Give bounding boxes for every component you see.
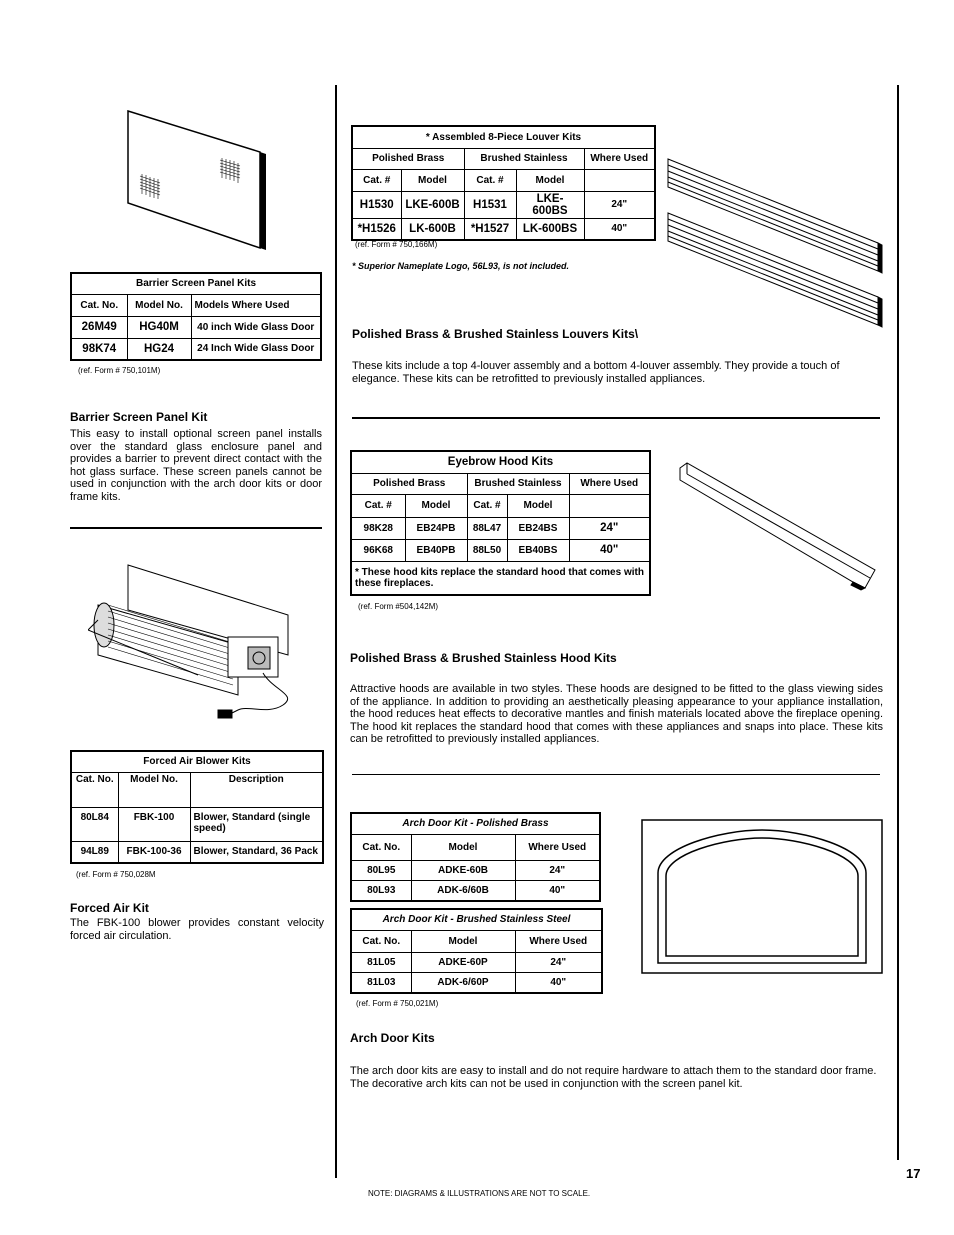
sub-header: Cat. # [351, 494, 405, 517]
cat-no: *H1526 [352, 218, 401, 240]
arch-heading: Arch Door Kits [350, 1031, 435, 1045]
barrier-ref: (ref. Form # 750,101M) [78, 366, 161, 375]
where-used: 24" [569, 517, 650, 539]
model: ADKE-60P [411, 952, 515, 972]
table-row [352, 218, 655, 240]
where-used: 40" [515, 972, 602, 993]
louver-ref: (ref. Form # 750,166M) [355, 240, 438, 249]
where-used: 24" [515, 952, 602, 972]
where-used: 40" [515, 880, 600, 901]
table-row [71, 807, 323, 841]
sub-header: Model [401, 169, 464, 191]
louver-heading: Polished Brass & Brushed Stainless Louvers Kits\ [352, 327, 639, 341]
cat-no: 26M49 [71, 316, 127, 338]
sub-header: Cat. # [464, 169, 516, 191]
where-used: 24" [584, 191, 655, 218]
column-header: Cat. No. [71, 772, 118, 807]
footer-note: NOTE: DIAGRAMS & ILLUSTRATIONS ARE NOT TO SCALE. [368, 1189, 591, 1198]
cat-no: 80L84 [71, 807, 118, 841]
where-used: 40" [569, 539, 650, 561]
barrier-screen-panel-illustration [120, 108, 270, 250]
cat-no: 81L05 [351, 952, 411, 972]
page-number: 17 [906, 1166, 921, 1181]
group-header: Polished Brass [351, 473, 467, 494]
blower-illustration [88, 555, 298, 725]
cat-no: 88L50 [467, 539, 507, 561]
louver-illustration [666, 155, 886, 330]
hood-heading: Polished Brass & Brushed Stainless Hood Kits [350, 651, 617, 665]
table-row [351, 880, 600, 901]
louver-body: These kits include a top 4-louver assembly and a bottom 4-louver assembly. They provide a touch of elegance. These kits can be retrofitted to previously installed appliances. [352, 360, 840, 385]
cat-no: H1530 [352, 191, 401, 218]
group-header: Where Used [569, 473, 650, 494]
model: LK-600BS [516, 218, 584, 240]
table-row [71, 338, 321, 360]
model: EB40BS [507, 539, 569, 561]
table-title: Eyebrow Hood Kits [351, 451, 650, 473]
cat-no: 98K74 [71, 338, 127, 360]
column-header: Where Used [515, 834, 600, 860]
sub-header: Cat. # [352, 169, 401, 191]
table-note: * These hood kits replace the standard hood that comes with these fireplaces. [351, 561, 650, 595]
section-rule-arch [352, 774, 880, 775]
group-header: Polished Brass [352, 148, 464, 169]
cat-no: H1531 [464, 191, 516, 218]
cat-no: *H1527 [464, 218, 516, 240]
cat-no: 88L47 [467, 517, 507, 539]
blower-heading: Forced Air Kit [70, 901, 149, 915]
barrier-body: This easy to install optional screen panel installs over the standard glass enclosure panel and provides a barrier to prevent direct contact with the hot glass surface. These screen panels cannot be used in conjunction with the arch door kits or door frame kits. [70, 428, 322, 503]
arch-body: The arch door kits are easy to install and do not require hardware to attach them to the standard door frame. The decorative arch kits can not be used in conjunction with the screen panel kit. [350, 1065, 877, 1090]
model: ADK-6/60P [411, 972, 515, 993]
where-used: 40" [584, 218, 655, 240]
table-title: Arch Door Kit - Brushed Stainless Steel [351, 909, 602, 930]
table-row [351, 517, 650, 539]
model-no: HG40M [127, 316, 191, 338]
column-header: Model No. [127, 294, 191, 316]
table-title: Barrier Screen Panel Kits [71, 273, 321, 294]
cat-no: 80L93 [351, 880, 411, 901]
sub-header: Model [405, 494, 467, 517]
sub-header: Cat. # [467, 494, 507, 517]
column-header: Models Where Used [191, 294, 321, 316]
hood-kit-table [350, 450, 651, 596]
table-title: Forced Air Blower Kits [71, 751, 323, 772]
louver-note: * Superior Nameplate Logo, 56L93, is not included. [352, 261, 570, 271]
column-header: Cat. No. [71, 294, 127, 316]
column-header: Model [411, 930, 515, 952]
table-row [352, 191, 655, 218]
cat-no: 94L89 [71, 841, 118, 863]
group-header: Brushed Stainless [467, 473, 569, 494]
cat-no: 96K68 [351, 539, 405, 561]
table-row [351, 860, 600, 880]
sub-header: Model [516, 169, 584, 191]
where-used: 24" [515, 860, 600, 880]
model: LKE-600BS [516, 191, 584, 218]
model-no: HG24 [127, 338, 191, 360]
column-divider [335, 85, 337, 1178]
table-row [71, 841, 323, 863]
model: EB24PB [405, 517, 467, 539]
model: EB40PB [405, 539, 467, 561]
model: ADK-6/60B [411, 880, 515, 901]
description: Blower, Standard (single speed) [190, 807, 323, 841]
models-where-used: 40 inch Wide Glass Door [191, 316, 321, 338]
arch-steel-table [350, 908, 603, 994]
model: ADKE-60B [411, 860, 515, 880]
column-header: Cat. No. [351, 834, 411, 860]
louver-kit-table [351, 125, 656, 241]
model-no: FBK-100-36 [118, 841, 190, 863]
blower-kit-table [70, 750, 324, 864]
group-header: Brushed Stainless [464, 148, 584, 169]
arch-door-illustration [640, 818, 885, 976]
table-row [71, 316, 321, 338]
table-row [351, 952, 602, 972]
cat-no: 81L03 [351, 972, 411, 993]
models-where-used: 24 Inch Wide Glass Door [191, 338, 321, 360]
column-header: Model [411, 834, 515, 860]
table-title: Arch Door Kit - Polished Brass [351, 813, 600, 834]
model: LKE-600B [401, 191, 464, 218]
barrier-heading: Barrier Screen Panel Kit [70, 410, 208, 424]
table-row [351, 539, 650, 561]
blower-body: The FBK-100 blower provides constant velocity forced air circulation. [70, 917, 324, 942]
sub-header [584, 169, 655, 191]
table-title: * Assembled 8-Piece Louver Kits [352, 126, 655, 148]
hood-illustration [675, 460, 880, 595]
model: LK-600B [401, 218, 464, 240]
model: EB24BS [507, 517, 569, 539]
group-header: Where Used [584, 148, 655, 169]
column-header: Model No. [118, 772, 190, 807]
right-margin-line [897, 85, 899, 1160]
column-header: Cat. No. [351, 930, 411, 952]
hood-body: Attractive hoods are available in two styles. These hoods are designed to be fitted to the glass viewing sides of the appliance. In addition to providing an aesthetically pleasing appearance to your appliance installation, the hood reduces heat effects to decorative mantles and finish materials located above the fireplace opening. The hood kit replaces the standard hood that comes with these appliances and snaps into place. These kits can be retrofitted to previously installed appliances. [350, 683, 883, 745]
column-header: Where Used [515, 930, 602, 952]
section-rule-hood [352, 417, 880, 419]
arch-brass-table [350, 812, 601, 902]
arch-ref: (ref. Form # 750,021M) [356, 999, 439, 1008]
description: Blower, Standard, 36 Pack [190, 841, 323, 863]
column-header: Description [190, 772, 323, 807]
hood-ref: (ref. Form #504,142M) [358, 602, 439, 611]
sub-header: Model [507, 494, 569, 517]
blower-ref: (ref. Form # 750,028M [76, 870, 156, 879]
sub-header [569, 494, 650, 517]
barrier-screen-panel-table [70, 272, 322, 361]
cat-no: 80L95 [351, 860, 411, 880]
model-no: FBK-100 [118, 807, 190, 841]
section-rule-blower [70, 527, 322, 529]
cat-no: 98K28 [351, 517, 405, 539]
table-row [351, 972, 602, 993]
